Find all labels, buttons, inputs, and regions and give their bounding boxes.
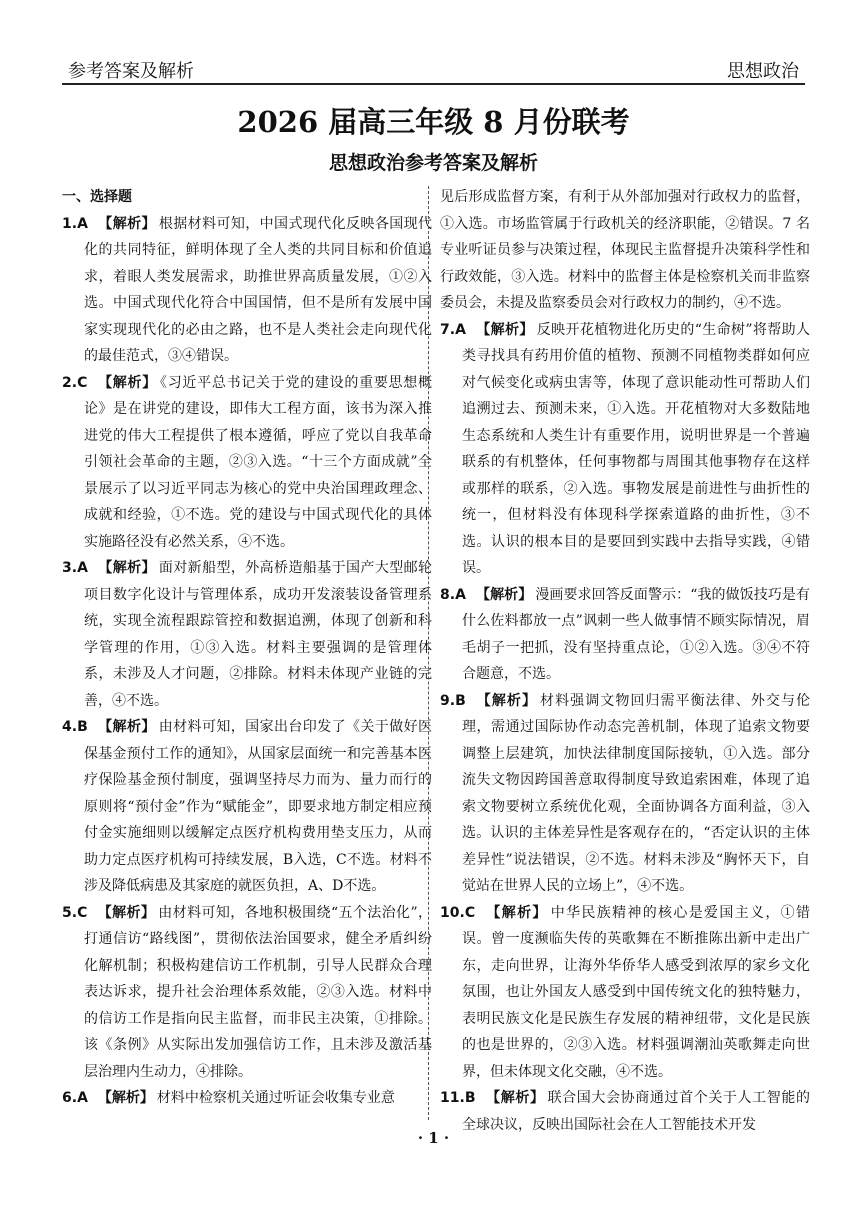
analysis-tag: 【解析】	[475, 692, 538, 709]
page-title: 2026 届高三年级 8 月份联考	[237, 105, 630, 139]
analysis-text: 中华民族精神的核心是爱国主义，①错误。曾一度濒临失传的英歌舞在不断推陈出新中走出广东，走向世界，让海外华侨华人感受到浓厚的家乡文化氛围，也让外国友人感受到中国传统文化的独特魅力，表明民族文化是民族生存发展的精神纽带，文化是民族的也是世界的，②③入选。材料强调潮汕英歌舞走向世界，但未体现文化交融，④不选。	[462, 904, 811, 1080]
right-question-list	[440, 317, 810, 1139]
question-number: 7.	[440, 321, 456, 338]
analysis-text: 根据材料可知，中国式现代化反映各国现代化的共同特征，鲜明体现了全人类的共同目标和价值追求，着眼人类发展需求，助推世界高质量发展，①②入选。中国式现代化符合中国国情，但不是所有发展中国家实现现代化的必由之路，也不是人类社会走向现代化的最佳范式，③④错误。	[84, 215, 433, 364]
left-question-list	[62, 211, 432, 1112]
analysis-tag: 【解析】	[97, 904, 156, 921]
analysis-text: 由材料可知，各地积极围绕“五个法治化”，打通信访“路线图”，贯彻依法治国要求，健全矛盾纠纷化解机制；积极构建信访工作机制，引导人民群众合理表达诉求，提升社会治理体系效能，②③入选。材料中的信访工作是指向民主监督，而非民主决策，①排除。该《条例》从实际出发加强信访工作，且未涉及激活基层治理内生动力，④排除。	[84, 904, 432, 1080]
analysis-tag: 【解析】	[97, 374, 157, 391]
continued-text: 见后形成监督方案，有利于从外部加强对行政权力的监督，①入选。市场监管属于行政机关的经济职能，②错误。7 名专业听证员参与决策过程，体现民主监督提升决策科学性和行政效能，③入选。材料中的监督主体是检察机关而非监察委员会，未提及监察委员会对行政权力的制约，④不选。	[440, 189, 810, 311]
analysis-text: 材料中检察机关通过听证会收集专业意	[156, 1090, 395, 1106]
analysis-text: 材料强调文物回归需平衡法律、外交与伦理，需通过国际协作动态完善机制，体现了追索文物要调整上层建筑，加快法律制度国际接轨，①入选。部分流失文物因跨国善意取得制度导致追索困难，体现了追索文物要树立系统优化观，全面协调各方面利益，③入选。认识的主体差异性是客观存在的，“否定认识的主体差异性”说法错误，②不选。材料未涉及“胸怀天下，自觉站在世界人民的立场上”，④不选。	[462, 692, 811, 894]
question-item	[62, 370, 432, 556]
page-header	[62, 55, 805, 85]
question-number: 11.	[440, 1090, 465, 1106]
analysis-text: 面对新船型，外高桥造船基于国产大型邮轮项目数字化设计与管理体系，成功开发滚装设备管理系统，实现全流程跟踪管控和数据追溯，体现了创新和科学管理的作用，①③入选。材料主要强调的是管理体系，未涉及人才问题，②排除。材料未体现产业链的完善，④不选。	[84, 560, 433, 709]
analysis-text: 漫画要求回答反面警示：“我的做饭技巧是有什么佐料都放一点”讽刺一些人做事情不顾实际情况，眉毛胡子一把抓，没有坚持重点论，①②入选。③④不符合题意，不选。	[462, 586, 811, 682]
question-item	[62, 714, 432, 900]
question-item	[62, 900, 432, 1086]
question-item	[440, 900, 810, 1086]
question-number: 9.	[440, 692, 456, 709]
section-heading: 一、选择题	[62, 189, 132, 205]
analysis-tag: 【解析】	[475, 586, 533, 603]
question-item	[62, 211, 432, 370]
answer-letter: B	[455, 692, 466, 709]
answer-letter: C	[77, 904, 88, 921]
answer-letter: C	[77, 374, 88, 391]
answer-letter: A	[77, 1090, 88, 1106]
header-subject-label: 思想政治	[727, 61, 799, 82]
answer-letter: A	[77, 560, 88, 576]
analysis-tag: 【解析】	[97, 1090, 154, 1106]
answer-letter: C	[464, 904, 476, 921]
answer-letter: A	[455, 586, 466, 603]
header-rule	[62, 83, 805, 85]
question-item	[440, 317, 810, 582]
question-number: 5.	[62, 904, 78, 921]
question-number: 6.	[62, 1090, 78, 1106]
question-number: 3.	[62, 560, 78, 576]
column-divider	[428, 186, 429, 1120]
question-item	[440, 688, 810, 900]
left-column	[62, 184, 432, 1112]
question-number: 1.	[62, 215, 78, 232]
analysis-tag: 【解析】	[97, 560, 156, 576]
question-number: 10.	[440, 904, 465, 921]
analysis-text: 《习近平总书记关于党的建设的重要思想概论》是在讲党的建设，即伟大工程方面，该书为深入推进党的伟大工程提供了根本遵循，呼应了党以自我革命引领社会革命的主题，②③入选。“十三个方面成就”全景展示了以习近平同志为核心的党中央治国理政理念、成就和经验，①不选。党的建设与中国式现代化的具体实施路径没有必然关系，④不选。	[84, 374, 433, 550]
analysis-tag: 【解析】	[485, 904, 548, 921]
analysis-tag: 【解析】	[475, 321, 534, 338]
right-column	[440, 184, 810, 1138]
answer-letter: B	[464, 1090, 476, 1106]
header-left-label: 参考答案及解析	[68, 61, 194, 82]
answer-letter: A	[77, 215, 88, 232]
analysis-text: 反映开花植物进化历史的“生命树”将帮助人类寻找具有药用价值的植物、预测不同植物类群如何应对气候变化或病虫害等，体现了意识能动性可帮助人们追溯过去、预测未来，①入选。开花植物对大多数陆地生态系统和人类生计有重要作用，说明世界是一个普遍联系的有机整体，任何事物都与周围其他事物存在这样或那样的联系，②入选。事物发展是前进性与曲折性的统一，但材料没有体现科学探索道路的曲折性，③不选。认识的根本目的是要回到实践中去指导实践，④错误。	[462, 321, 810, 576]
question-number: 8.	[440, 586, 456, 603]
analysis-tag: 【解析】	[485, 1090, 545, 1106]
question-item	[440, 582, 810, 688]
question-number: 2.	[62, 374, 78, 391]
analysis-text: 联合国大会协商通过首个关于人工智能的全球决议，反映出国际社会在人工智能技术开发	[462, 1090, 811, 1133]
question-item	[62, 555, 432, 714]
page-subtitle: 思想政治参考答案及解析	[328, 152, 538, 174]
answer-letter: B	[77, 719, 88, 735]
analysis-tag: 【解析】	[97, 215, 156, 232]
answer-letter: A	[455, 321, 466, 338]
analysis-tag: 【解析】	[97, 719, 156, 735]
question-number: 4.	[62, 719, 78, 735]
question-item	[62, 1085, 432, 1112]
analysis-text: 由材料可知，国家出台印发了《关于做好医保基金预付工作的通知》，从国家层面统一和完善基本医疗保险基金预付制度，强调坚持尽力而为、量力而行的原则将“预付金”作为“赋能金”，即要求地方制定相应预付金实施细则以缓解定点医疗机构费用垫支压力，从而助力定点医疗机构可持续发展，B入选，C不选。材料不涉及降低病患及其家庭的就医负担，A、D不选。	[84, 719, 433, 894]
page-number: · 1 ·	[417, 1129, 450, 1147]
